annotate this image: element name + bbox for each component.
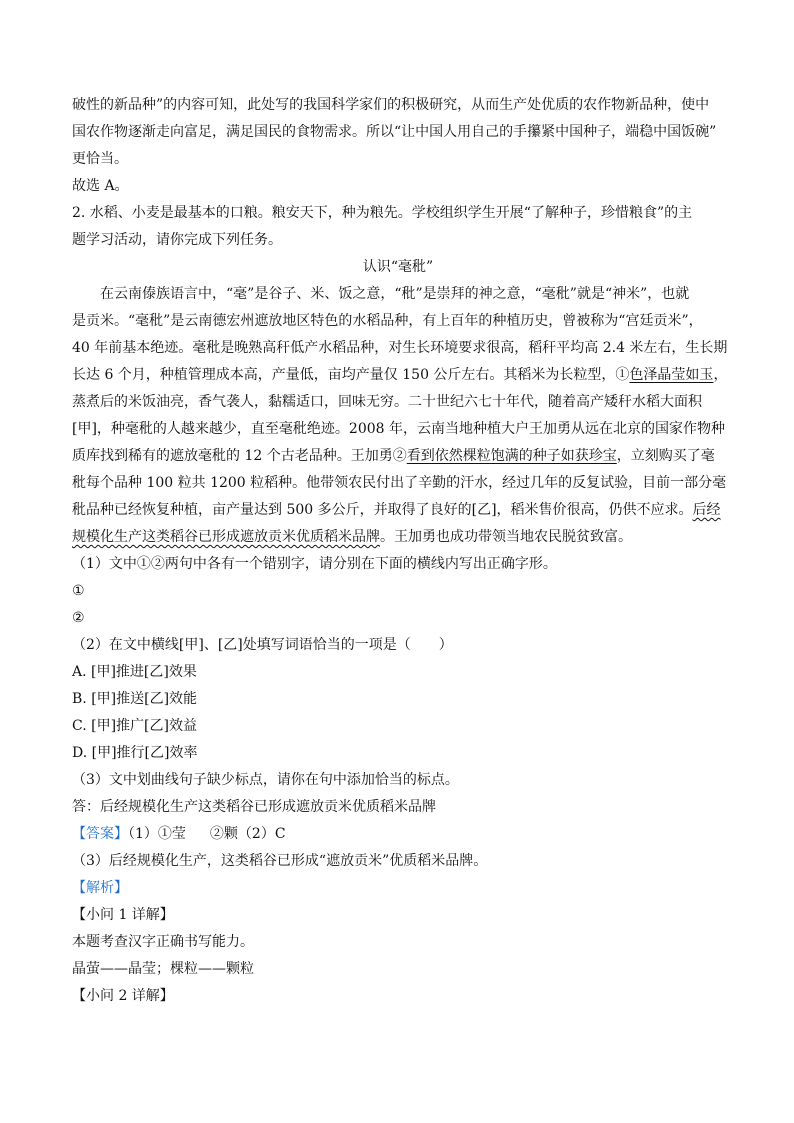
intro-line-4: 故选 A。 bbox=[72, 178, 129, 194]
passage-line-5: 蒸煮后的米饭油亮，香气袭人，黏糯适口，回味无穷。二十世纪六七十年代，随着高产矮秆水稻大面积 bbox=[72, 394, 702, 410]
answer-tag: 【答案】 bbox=[72, 826, 128, 842]
answer-blank-2: ② bbox=[72, 610, 85, 626]
option-a: A. [甲]推进[乙]效果 bbox=[72, 664, 197, 680]
answer-blank-1: ① bbox=[72, 583, 85, 599]
document-page bbox=[72, 92, 728, 1010]
wavy-sentence-start: 后经 bbox=[692, 502, 721, 518]
option-c: C. [甲]推广[乙]效益 bbox=[72, 718, 197, 734]
question-2-line-2: 题学习活动，请你完成下列任务。 bbox=[72, 232, 282, 248]
passage-line-2: 是贡米。“毫秕”是云南德宏州遮放地区特色的水稻品种，有上百年的种植历史，曾被称为“宫廷贡米”， bbox=[72, 313, 703, 329]
passage-line-10-end: 。王加勇也成功带领当地农民脱贫致富。 bbox=[380, 529, 632, 545]
wavy-sentence: 规模化生产这类稻谷已形成遮放贡米优质稻米品牌 bbox=[72, 529, 380, 545]
intro-line-1: 破性的新品种”的内容可知，此处写的我国科学家们的积极研究，从而生产处优质的农作物新品种，使中 bbox=[72, 97, 710, 113]
answer-part-2: ②颗（2）C bbox=[209, 826, 286, 842]
passage-line-7-text: 质库找到稀有的遮放毫秕的 12 个古老品种。王加勇② bbox=[72, 448, 407, 464]
passage-line-4-end: ， bbox=[713, 367, 728, 383]
analysis-subheading-2: 【小问 2 详解】 bbox=[72, 988, 174, 1004]
sub-question-2: （2）在文中横线[甲]、[乙]处填写词语恰当的一项是（ ） bbox=[72, 637, 453, 653]
sub-question-1: （1）文中①②两句中各有一个错别字，请分别在下面的横线内写出正确字形。 bbox=[72, 556, 557, 572]
passage-line-4 bbox=[72, 362, 728, 389]
passage-line-10 bbox=[72, 524, 724, 551]
analysis-subheading-1: 【小问 1 详解】 bbox=[72, 907, 174, 923]
sub-question-3-answer-prompt: 答：后经规模化生产这类稻谷已形成遮放贡米优质稻米品牌 bbox=[72, 799, 436, 815]
passage-line-9-text: 秕品种已经恢复种植，亩产量达到 500 多公斤，并取得了良好的[乙]，稻米售价很高，仍供不应求。 bbox=[72, 502, 693, 518]
passage-line-6: [甲]，种毫秕的人越来越少，直至毫秕绝迹。2008 年，云南当地种植大户王加勇从远在北京的国家作物种 bbox=[72, 421, 726, 437]
answer-line-2: （3）后经规模化生产，这类稻谷已形成“遮放贡米”优质稻米品牌。 bbox=[72, 853, 488, 869]
passage-title: 认识“毫秕” bbox=[362, 259, 434, 275]
analysis-line-2: 晶萤——晶莹；棵粒——颗粒 bbox=[72, 961, 254, 977]
passage-line-7-end: ，立刻购买了毫 bbox=[616, 448, 715, 464]
answer-line-1 bbox=[72, 821, 724, 848]
option-d: D. [甲]推行[乙]效率 bbox=[72, 745, 198, 761]
answer-part-1: （1）①莹 bbox=[128, 826, 186, 842]
underlined-sentence-2: 看到依然棵粒饱满的种子如获珍宝 bbox=[406, 448, 617, 464]
intro-line-3: 更恰当。 bbox=[72, 151, 128, 167]
passage-line-8: 秕每个品种 100 粒共 1200 粒稻种。他带领农民付出了辛勤的汗水，经过几年的反复试验，目前一部分毫 bbox=[72, 475, 727, 491]
passage-line-3: 40 年前基本绝迹。毫秕是晚熟高秆低产水稻品种，对生长环境要求很高，稻秆平均高 2.4 米左右，生长期 bbox=[72, 340, 728, 356]
passage-line-7 bbox=[72, 443, 724, 470]
intro-line-2: 国农作物逐渐走向富足，满足国民的食物需求。所以“让中国人用自己的手攥紧中国种子，端稳中国饭碗” bbox=[72, 124, 717, 140]
sub-question-3: （3）文中划曲线句子缺少标点，请你在句中添加恰当的标点。 bbox=[72, 772, 459, 788]
analysis-line-1: 本题考查汉字正确书写能力。 bbox=[72, 934, 254, 950]
underlined-sentence-1: 色泽晶莹如玉 bbox=[629, 367, 714, 383]
passage-line-9 bbox=[72, 497, 724, 524]
option-b: B. [甲]推送[乙]效能 bbox=[72, 691, 198, 707]
question-2-line-1: 2. 水稻、小麦是最基本的口粮。粮安天下，种为粮先。学校组织学生开展“了解种子，珍惜粮食”的主 bbox=[72, 205, 693, 221]
analysis-tag: 【解析】 bbox=[72, 880, 128, 896]
passage-line-4-text: 长达 6 个月，种植管理成本高，产量低，亩均产量仅 150 公斤左右。其稻米为长粒型，① bbox=[72, 367, 630, 383]
passage-line-1: 在云南傣族语言中，“毫”是谷子、米、饭之意，“秕”是崇拜的神之意，“毫秕”就是“神米”，也就 bbox=[100, 286, 690, 302]
